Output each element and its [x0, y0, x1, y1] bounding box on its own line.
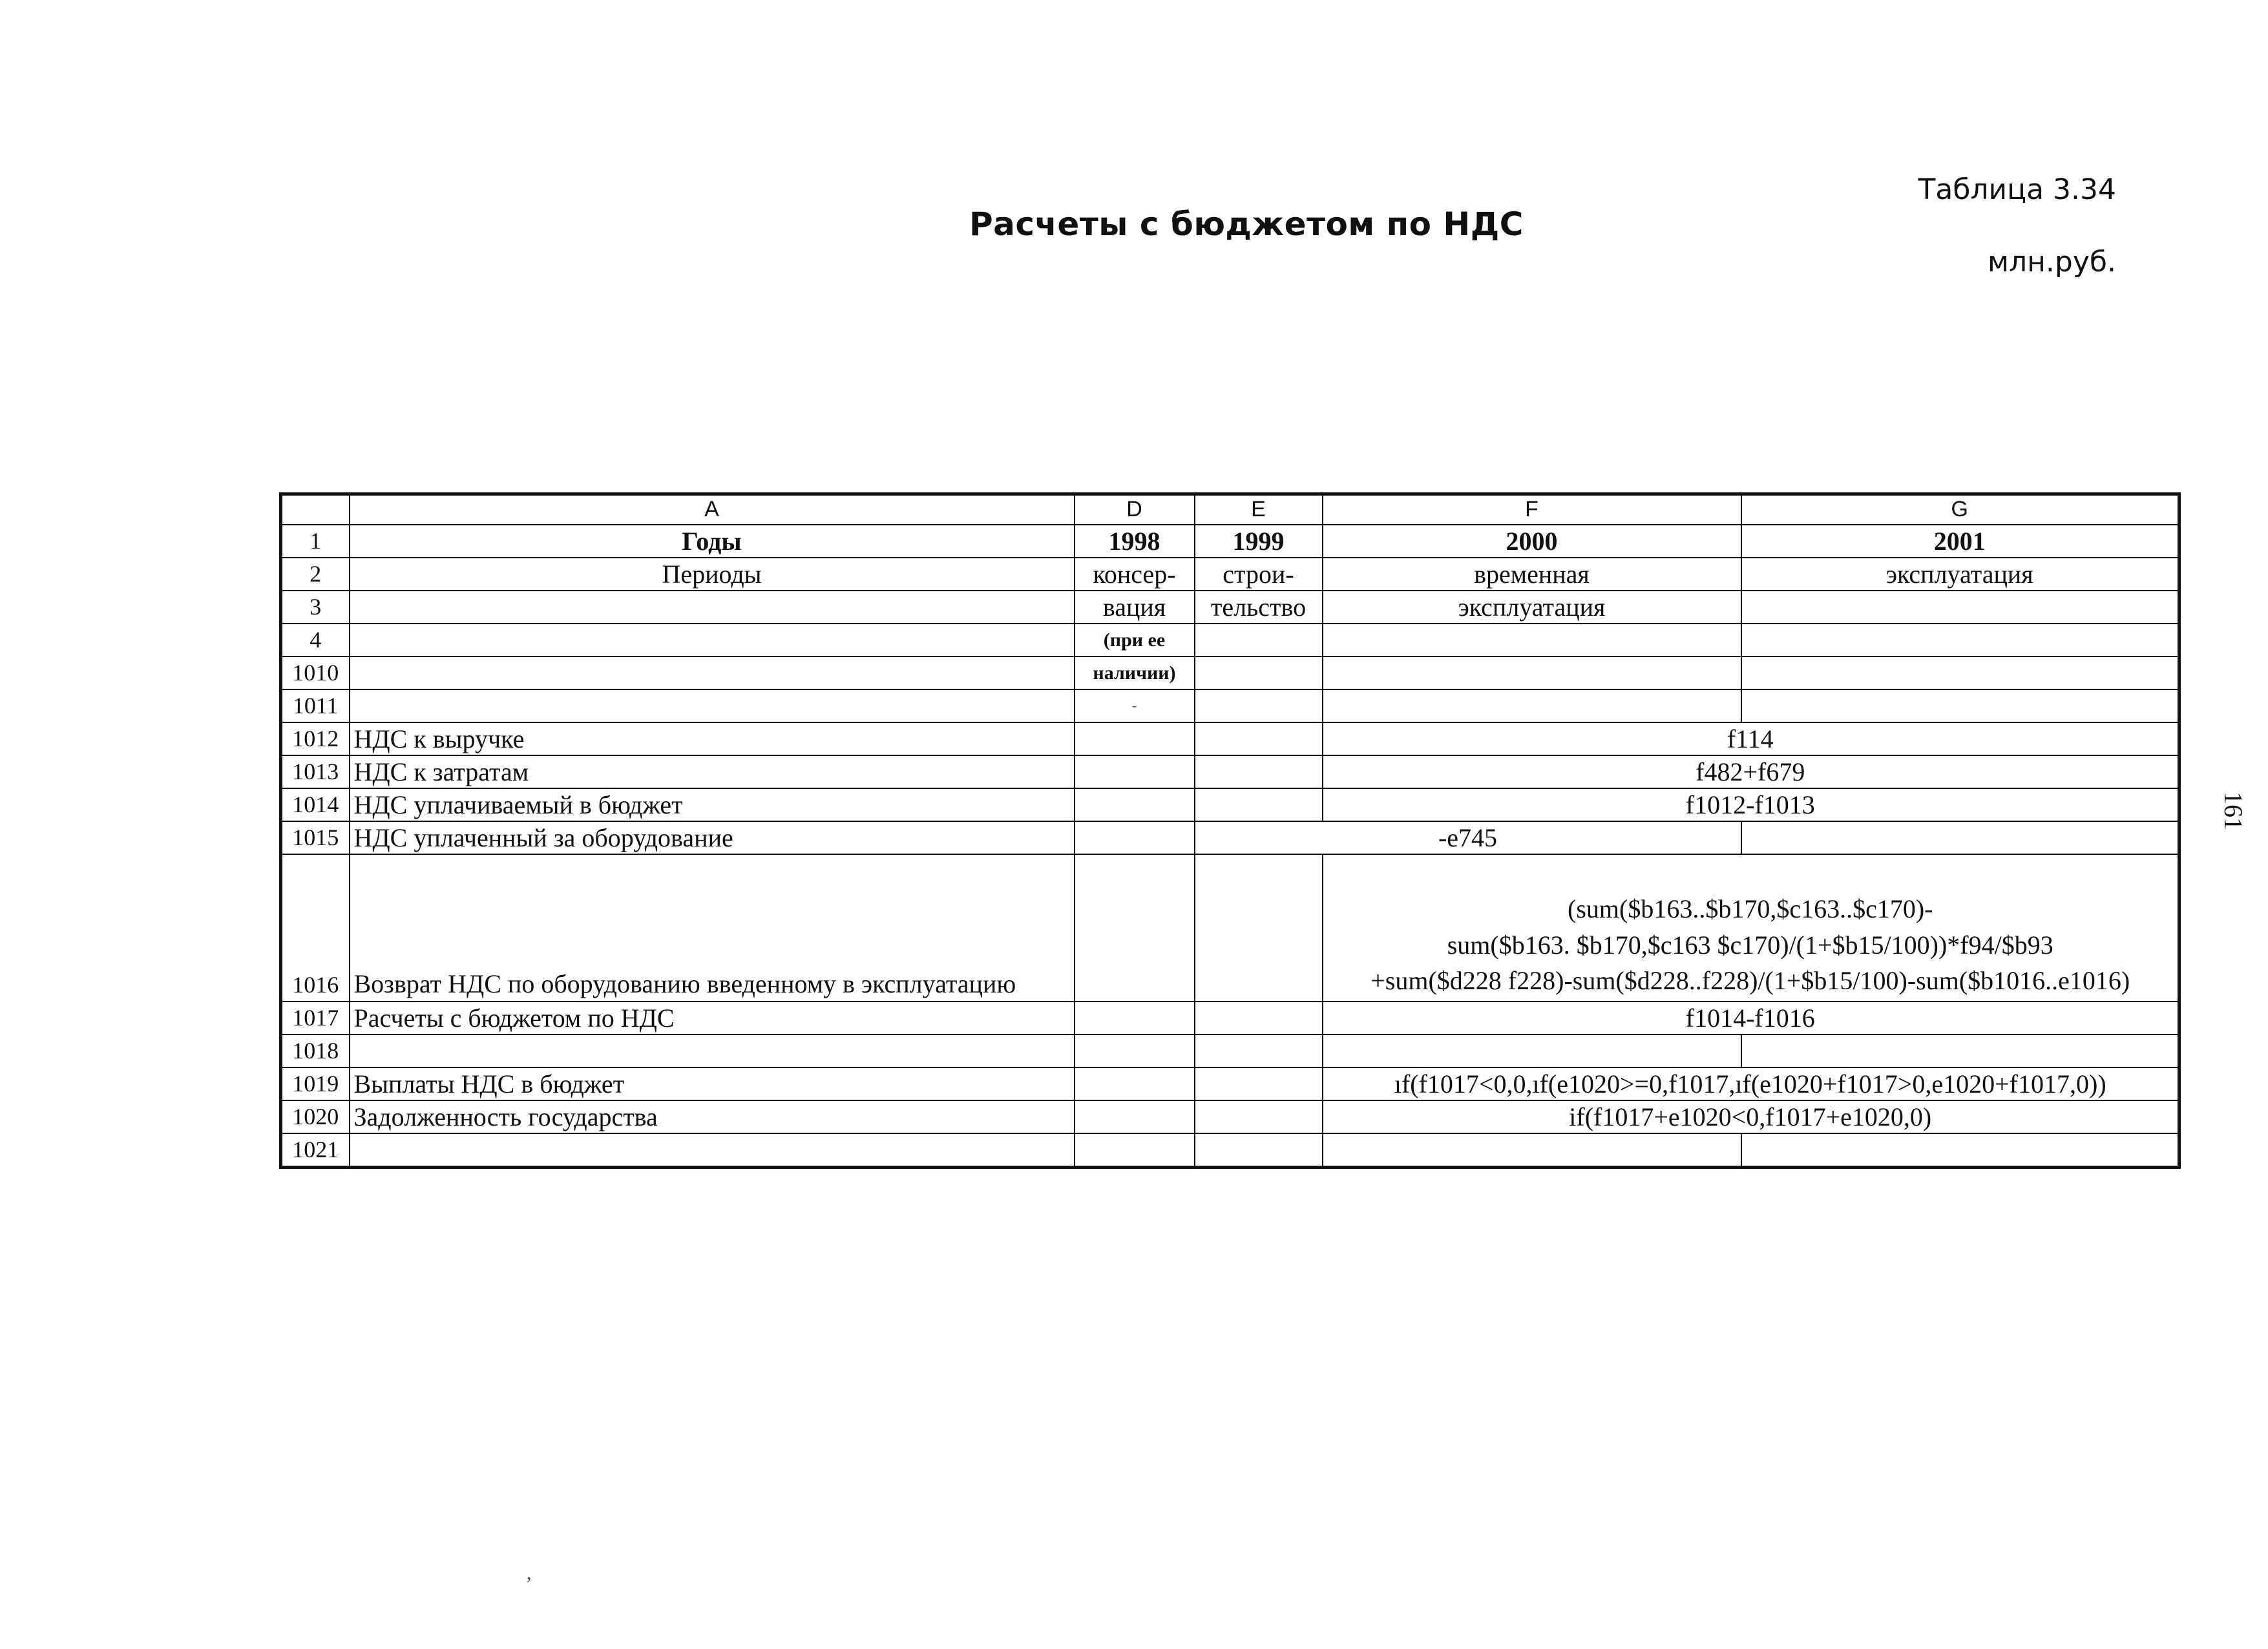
row-label: НДС уплачиваемый в бюджет — [350, 788, 1075, 821]
row-number: 1012 — [281, 722, 350, 755]
cell-d — [1075, 755, 1195, 788]
row-number: 1015 — [281, 821, 350, 854]
cell-a — [350, 656, 1075, 689]
cell-e — [1195, 1067, 1323, 1100]
table-row-1010 — [281, 656, 2179, 689]
cell-e — [1195, 689, 1323, 722]
cell-f — [1323, 1035, 1741, 1067]
row-label: НДС к затратам — [350, 755, 1075, 788]
row-number: 3 — [281, 591, 350, 624]
table-row-1014 — [281, 788, 2179, 821]
year-e: 1999 — [1195, 525, 1323, 558]
cell-e — [1195, 1035, 1323, 1067]
cell-e — [1195, 1133, 1323, 1168]
column-letter-corner — [281, 494, 350, 525]
cell-a — [350, 1133, 1075, 1168]
cell-a — [350, 624, 1075, 656]
cell-g — [1741, 1133, 2179, 1168]
row-number: 4 — [281, 624, 350, 656]
cell-e — [1195, 624, 1323, 656]
years-label: Годы — [350, 525, 1075, 558]
units-label: млн.руб. — [1987, 246, 2116, 278]
row-number: 1010 — [281, 656, 350, 689]
row-number: 1011 — [281, 689, 350, 722]
cell-e — [1195, 722, 1323, 755]
stray-mark: , — [527, 1562, 532, 1584]
table-row-1012 — [281, 722, 2179, 755]
cell-a — [350, 689, 1075, 722]
row-number: 1 — [281, 525, 350, 558]
formula-cell: f482+f679 — [1323, 755, 2179, 788]
formula-line: (sum($b163..$b170,$c163..$c170)- — [1568, 894, 1933, 924]
formula-cell: f1014-f1016 — [1323, 1002, 2179, 1035]
row-number: 2 — [281, 558, 350, 591]
cell-e — [1195, 788, 1323, 821]
cell-g — [1741, 821, 2179, 854]
year-d: 1998 — [1075, 525, 1195, 558]
cell-g — [1741, 656, 2179, 689]
table-row-1016 — [281, 854, 2179, 1002]
column-letter-a: A — [350, 494, 1075, 525]
cell-d — [1075, 1002, 1195, 1035]
vat-budget-table — [279, 492, 2181, 1169]
cell-e — [1195, 755, 1323, 788]
cell-g — [1741, 591, 2179, 624]
column-letter-d: D — [1075, 494, 1195, 525]
cell-e — [1195, 1100, 1323, 1133]
table-row-1 — [281, 525, 2179, 558]
period-f-cont: эксплуатация — [1323, 591, 1741, 624]
periods-label: Периоды — [350, 558, 1075, 591]
column-letter-e: E — [1195, 494, 1323, 525]
row-number: 1014 — [281, 788, 350, 821]
column-letter-f: F — [1323, 494, 1741, 525]
table-row-1015 — [281, 821, 2179, 854]
period-d-cont: вация — [1075, 591, 1195, 624]
table-row-1019 — [281, 1067, 2179, 1100]
formula-line: +sum($d228 f228)-sum($d228..f228)/(1+$b15/100)-sum($b1016..e1016) — [1370, 965, 2130, 995]
column-letters-row — [281, 494, 2179, 525]
formula-cell: f1012-f1013 — [1323, 788, 2179, 821]
table-row-3 — [281, 591, 2179, 624]
year-f: 2000 — [1323, 525, 1741, 558]
row-number: 1020 — [281, 1100, 350, 1133]
year-g: 2001 — [1741, 525, 2179, 558]
cell-g — [1741, 689, 2179, 722]
table-row-1020 — [281, 1100, 2179, 1133]
cell-g — [1741, 1035, 2179, 1067]
formula-cell: if(f1017+e1020<0,f1017+e1020,0) — [1323, 1100, 2179, 1133]
period-d-note: (при ее — [1075, 624, 1195, 656]
cell-g — [1741, 624, 2179, 656]
row-number: 1013 — [281, 755, 350, 788]
cell-f — [1323, 689, 1741, 722]
table-row-1017 — [281, 1002, 2179, 1035]
table-row-2 — [281, 558, 2179, 591]
row-number: 1016 — [281, 854, 350, 1002]
table-number: Таблица 3.34 — [1918, 173, 2116, 206]
cell-d — [1075, 722, 1195, 755]
cell-e — [1195, 656, 1323, 689]
formula-cell: ıf(f1017<0,0,ıf(e1020>=0,f1017,ıf(e1020+f1017>0,e1020+f1017,0)) — [1323, 1067, 2179, 1100]
column-letter-g: G — [1741, 494, 2179, 525]
table-row-4 — [281, 624, 2179, 656]
table-row-1011 — [281, 689, 2179, 722]
cell-d — [1075, 788, 1195, 821]
row-number: 1019 — [281, 1067, 350, 1100]
row-label: НДС к выручке — [350, 722, 1075, 755]
cell-d-mark: - — [1075, 689, 1195, 722]
cell-a — [350, 1035, 1075, 1067]
formula-line: sum($b163. $b170,$c163 $c170)/(1+$b15/100))*f94/$b93 — [1447, 930, 2053, 960]
period-d: консер- — [1075, 558, 1195, 591]
document-title: Расчеты с бюджетом по НДС — [969, 205, 1524, 243]
cell-d — [1075, 821, 1195, 854]
row-number: 1018 — [281, 1035, 350, 1067]
formula-cell: -e745 — [1195, 821, 1741, 854]
cell-e — [1195, 854, 1323, 1002]
period-g: эксплуатация — [1741, 558, 2179, 591]
cell-d — [1075, 1133, 1195, 1168]
period-f: временная — [1323, 558, 1741, 591]
cell-d — [1075, 1067, 1195, 1100]
row-label: Задолженность государства — [350, 1100, 1075, 1133]
row-number: 1021 — [281, 1133, 350, 1168]
row-label: НДС уплаченный за оборудование — [350, 821, 1075, 854]
table-row-1013 — [281, 755, 2179, 788]
period-e-cont: тельство — [1195, 591, 1323, 624]
cell-d — [1075, 1100, 1195, 1133]
cell-a — [350, 591, 1075, 624]
cell-f — [1323, 656, 1741, 689]
row-label: Выплаты НДС в бюджет — [350, 1067, 1075, 1100]
cell-f — [1323, 1133, 1741, 1168]
row-label: Возврат НДС по оборудованию введенному в эксплуатацию — [350, 854, 1075, 1002]
cell-d — [1075, 1035, 1195, 1067]
row-label: Расчеты с бюджетом по НДС — [350, 1002, 1075, 1035]
row-number: 1017 — [281, 1002, 350, 1035]
cell-d — [1075, 854, 1195, 1002]
table-row-1021 — [281, 1133, 2179, 1168]
cell-f — [1323, 624, 1741, 656]
page-number-side: 161 — [2219, 792, 2248, 830]
period-d-note-cont: наличии) — [1075, 656, 1195, 689]
formula-cell: f114 — [1323, 722, 2179, 755]
period-e: строи- — [1195, 558, 1323, 591]
cell-e — [1195, 1002, 1323, 1035]
formula-cell-multiline — [1323, 854, 2179, 1002]
table-row-1018 — [281, 1035, 2179, 1067]
